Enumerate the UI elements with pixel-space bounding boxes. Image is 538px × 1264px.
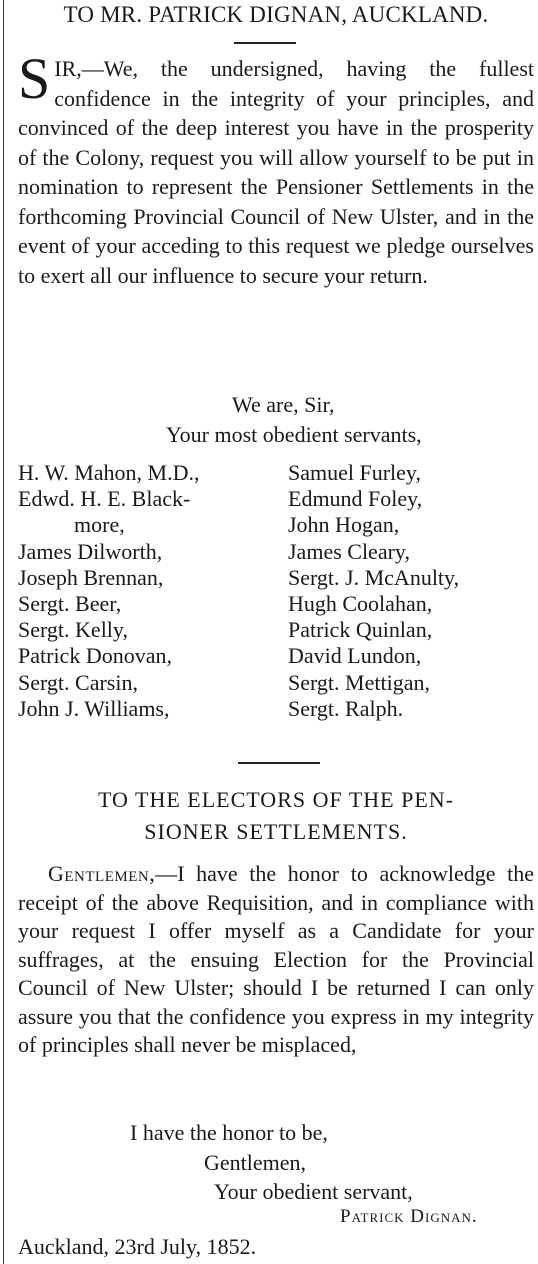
reply-body bbox=[18, 860, 534, 1060]
signatory-name: Sergt. J. McAnulty, bbox=[288, 564, 460, 590]
signatory-name: Sergt. Beer, bbox=[18, 591, 122, 617]
signatories-right bbox=[288, 460, 459, 722]
signatory-name: James Cleary, bbox=[288, 538, 410, 564]
drop-cap: S bbox=[18, 46, 51, 111]
signatory-name: Joseph Brennan, bbox=[18, 564, 164, 590]
signatory-name: Sergt. Ralph. bbox=[288, 695, 404, 721]
signatory-name: Edmund Foley, bbox=[288, 486, 423, 512]
requisition-title: TO MR. PATRICK DIGNAN, AUCKLAND. bbox=[63, 2, 489, 27]
reply-heading-2: SIONER SETTLEMENTS. bbox=[144, 819, 408, 844]
signatory-name: H. W. Mahon, M.D., bbox=[18, 460, 200, 485]
reply-text: —I have the honor to acknowledge the receipt of the above Requisition, and in compliance with your request I offer myself as a Candidate for your suffrages, at the ensuing Election for the Provincial Council of New Ulster; should I be returned I can only assure you that the confidence you express in my integrity of principles shall never be misplaced, bbox=[18, 861, 534, 1057]
signatory-name: David Lundon, bbox=[288, 643, 422, 669]
signatory-name: Hugh Coolahan, bbox=[288, 591, 433, 617]
signatory-name: John J. Williams, bbox=[18, 695, 170, 721]
closing-we-are: We are, Sir, bbox=[232, 392, 335, 417]
signatory-name: Samuel Furley, bbox=[288, 460, 421, 485]
signatory-name: Sergt. Mettigan, bbox=[288, 669, 430, 695]
signatories-left bbox=[18, 460, 200, 722]
signatory-name: Edwd. H. E. Black- bbox=[18, 486, 191, 512]
reply-closing-1: I have the honor to be, bbox=[130, 1120, 328, 1145]
title-divider bbox=[234, 42, 296, 44]
signatory-name: more, bbox=[74, 512, 125, 538]
column-rule bbox=[3, 0, 4, 1264]
reply-closing-2: Gentlemen, bbox=[204, 1150, 307, 1175]
signatory-name: Patrick Quinlan, bbox=[288, 617, 433, 643]
reply-heading-1: TO THE ELECTORS OF THE PEN- bbox=[97, 787, 454, 812]
closing-servants: Your most obedient servants, bbox=[166, 422, 422, 447]
reply-closing-3: Your obedient servant, bbox=[214, 1179, 413, 1204]
section-divider bbox=[238, 762, 320, 764]
reply-signature: Patrick Dignan. bbox=[340, 1206, 478, 1227]
signatory-name: James Dilworth, bbox=[18, 538, 163, 564]
signatory-name: Patrick Donovan, bbox=[18, 643, 172, 669]
signatory-name: Sergt. Carsin, bbox=[18, 669, 138, 695]
reply-place-date: Auckland, 23rd July, 1852. bbox=[18, 1234, 257, 1259]
requisition-text: IR,—We, the undersigned, having the fullest confidence in the integrity of your principles, and convinced of the deep interest you have in the prosperity of the Colony, request you will allow yourself to be put in nomination to represent the Pensioner Settlements in the forthcoming Provincial Council of New Ulster, and in the event of your acceding to this request we pledge ourselves to exert all our influence to secure your return. bbox=[18, 56, 534, 288]
signatory-name: Sergt. Kelly, bbox=[18, 617, 128, 643]
reply-salutation: Gentlemen, bbox=[48, 861, 156, 886]
requisition-body bbox=[18, 46, 534, 290]
signatory-name: John Hogan, bbox=[288, 512, 400, 538]
